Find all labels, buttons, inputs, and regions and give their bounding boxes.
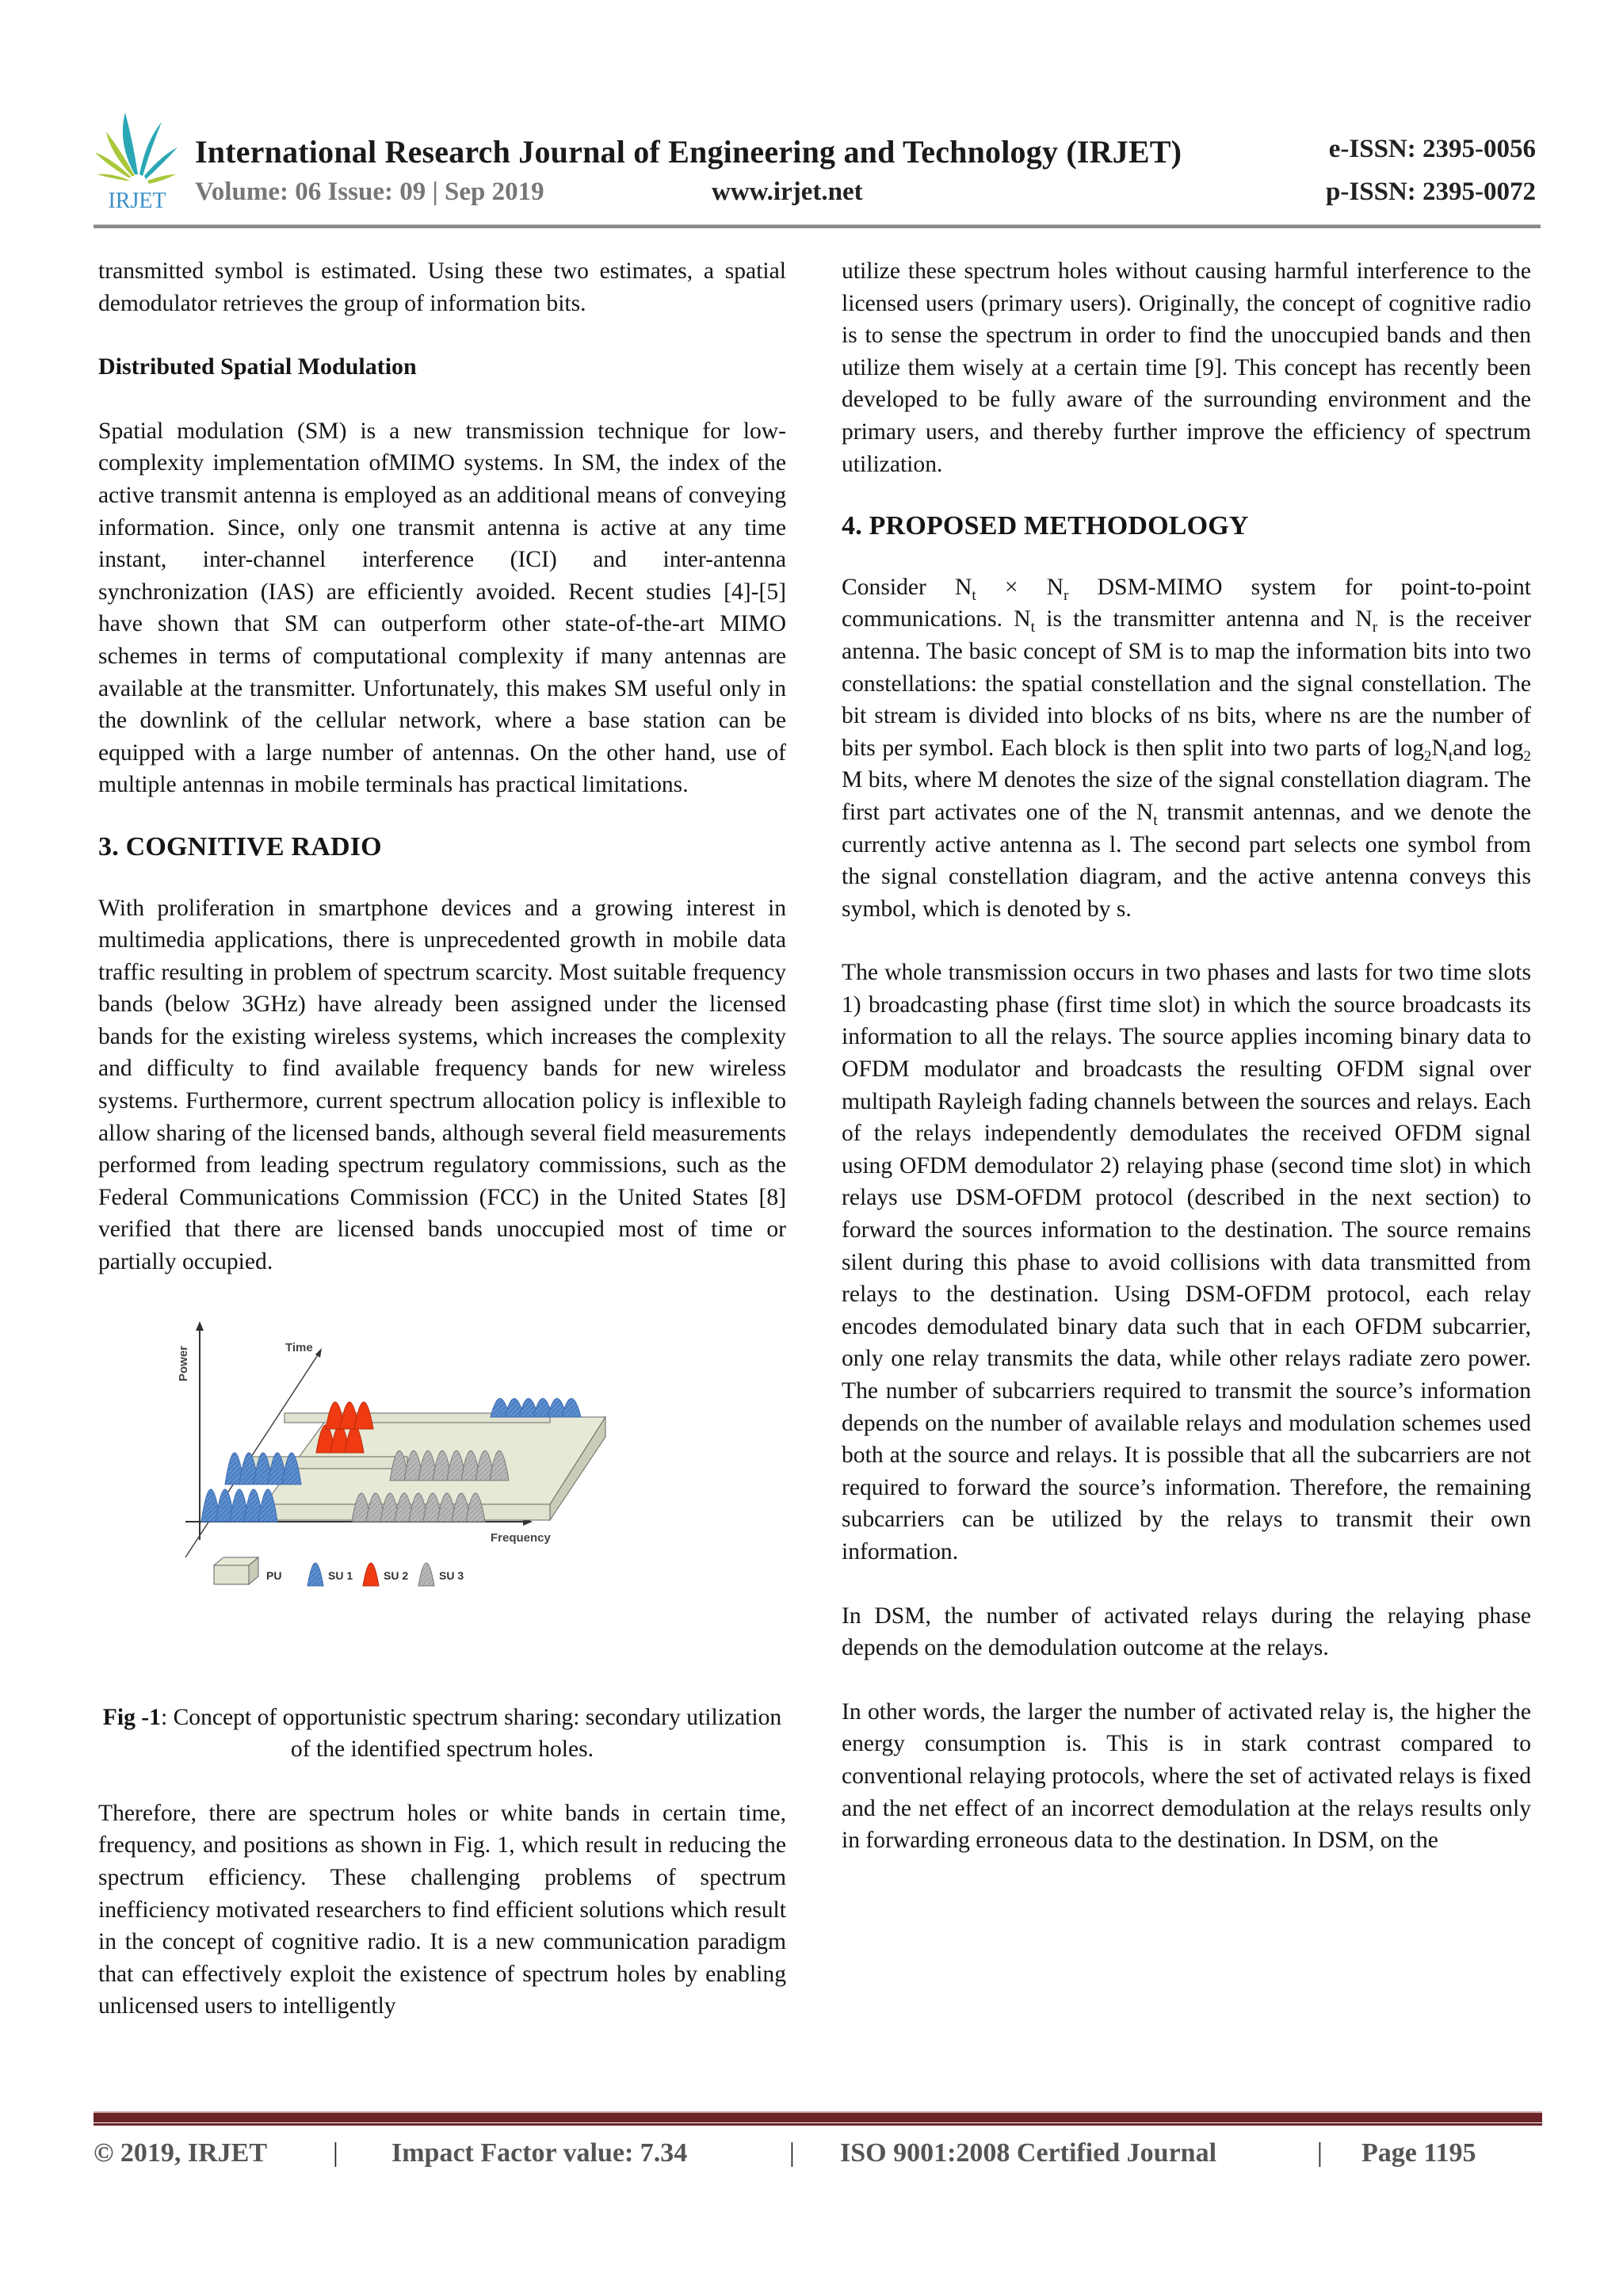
footer-separator: |	[333, 2138, 338, 2168]
page-header	[94, 111, 1536, 230]
footer-impact-factor: Impact Factor value: 7.34	[391, 2138, 688, 2168]
right-column	[842, 255, 1531, 1857]
p-issn: p-ISSN: 2395-0072	[1326, 178, 1536, 206]
journal-title: International Research Journal of Engineering and Technology (IRJET)	[195, 134, 1182, 170]
footer-copyright: © 2019, IRJET	[94, 2138, 268, 2168]
svg-text:SU 2: SU 2	[384, 1568, 409, 1582]
e-issn: e-ISSN: 2395-0056	[1328, 135, 1536, 163]
paragraph-dsm: In DSM, the number of activated relays during the relaying phase depends on the demodulation outcome at the relays.	[842, 1603, 1531, 1661]
footer-page-number: Page 1195	[1361, 2138, 1476, 2168]
paragraph-spatial-modulation: Spatial modulation (SM) is a new transmission technique for low-complexity implementation ofMIMO systems. In SM, the index of the active transmit antenna is employed as an additional means of conveying information. Since, only one transmit antenna is active at any time instant, inter-channel interference (ICI) and inter-antenna synchronization (IAS) are efficiently avoided. Recent studies [4]-[5] have shown that SM can outperform other state-of-the-art MIMO schemes in terms of computational complexity if many antennas are available at the transmitter. Unfortunately, this makes SM useful only in the downlink of the cellular network, where a base station can be equipped with a large number of antennas. On the other hand, use of multiple antennas in mobile terminals has practical limitations.	[98, 418, 786, 798]
footer-iso-certification: ISO 9001:2008 Certified Journal	[840, 2138, 1217, 2168]
paragraph-cr-continued: utilize these spectrum holes without causing harmful interference to the licensed users (primary users). Originally, the concept of cognitive radio is to sense the spectrum in order to find the unoccupied bands and then utilize them wisely at a certain time [9]. This concept has recently been developed to be fully aware of the surrounding environment and the primary users, and thereby further improve the efficiency of spectrum utilization.	[842, 258, 1531, 477]
time-axis	[185, 1348, 322, 1557]
section-heading-proposed-methodology: 4. PROPOSED METHODOLOGY	[842, 511, 1249, 541]
figure-legend	[214, 1557, 464, 1586]
footer-divider	[94, 2111, 1542, 2122]
legend-item-pu	[214, 1557, 281, 1584]
svg-text:SU 3: SU 3	[439, 1568, 464, 1582]
footer-separator: |	[1317, 2138, 1323, 2168]
paragraph-intro: transmitted symbol is estimated. Using these two estimates, a spatial demodulator retrieves the group of information bits.	[98, 258, 786, 316]
journal-website-link[interactable]: www.irjet.net	[712, 178, 863, 206]
left-column	[98, 255, 786, 2023]
footer-separator: |	[789, 2138, 795, 2168]
paragraph-cognitive-radio: With proliferation in smartphone devices and a growing interest in multimedia applications, there is unprecedented growth in mobile data traffic resulting in problem of spectrum scarcity. Most suitable frequency bands (below 3GHz) have already been assigned under the licensed bands for the existing wireless systems, which increases the complexity and difficulty to find available frequency bands for new wireless systems. Furthermore, current spectrum allocation policy is inflexible to allow sharing of the licensed bands, although several field measurements performed from leading spectrum regulatory commissions, such as the Federal Communications Commission (FCC) in the United States [8] verified that there are licensed bands unoccupied most of time or partially occupied.	[98, 895, 786, 1275]
legend-item-su3	[418, 1563, 464, 1586]
spectrum-sharing-diagram	[170, 1310, 724, 1643]
subheading-distributed-spatial-modulation: Distributed Spatial Modulation	[98, 353, 417, 380]
header-divider	[94, 224, 1541, 228]
section-heading-cognitive-radio: 3. COGNITIVE RADIO	[98, 831, 382, 861]
svg-text:PU: PU	[266, 1568, 282, 1582]
power-axis	[196, 1321, 204, 1540]
figure-caption	[98, 1702, 786, 1766]
irjet-logo-icon	[94, 111, 181, 214]
figure-spectrum-sharing	[98, 1310, 786, 1683]
figure-caption-label: Fig -1	[102, 1704, 161, 1730]
su1-signals-back	[491, 1398, 581, 1417]
axis-label-time: Time	[285, 1340, 313, 1354]
svg-text:IRJET: IRJET	[108, 189, 166, 213]
irjet-logo	[94, 111, 181, 214]
paragraph-consider: Consider $N_t \times N_r$ DSM-MIMO system for point-to-point communications. $N_t$ is the transmitter antenna and $N_r$ is the receiver antenna. The basic concept of SM is to map the information bits into two constellations: the spatial constellation and the signal constellation. The bit stream is divided into blocks of ns bits, where ns are the number of bits per symbol. Each block is then split into two parts of $\log_2N_tand$ $\log_2 M$ bits, where M denotes the size of the signal constellation diagram. The first part activates one of the $N_t$ transmit antennas, and we denote the currently active antenna as l. The second part selects one symbol from the signal constellation diagram, and the active antenna conveys this symbol, which is denoted by s.	[842, 574, 1532, 922]
axis-label-power: Power	[177, 1345, 190, 1381]
footer-divider-thin	[94, 2123, 1542, 2126]
legend-item-su1	[307, 1563, 353, 1586]
page-footer	[94, 2132, 1542, 2179]
legend-item-su2	[363, 1563, 408, 1586]
paragraph-transmission: The whole transmission occurs in two phases and lasts for two time slots 1) broadcasting phase (first time slot) in which the source broadcasts its information to all the relays. The source applies incoming binary data to OFDM modulator and broadcasts the resulting OFDM signal over multipath Rayleigh fading channels between the sources and relays. Each of the relays independently demodulates the received OFDM signal using OFDM demodulator 2) relaying phase (second time slot) in which relays use DSM-OFDM protocol (described in the next section) to forward the sources information to the destination. The source remains silent during this phase to avoid collisions with data transmitted from relays to the destination. Using DSM-OFDM protocol, each relay encodes demodulated binary data such that in each OFDM subcarrier, only one relay transmits the data, while other relays radiate zero power. The number of subcarriers required to transmit the source’s information depends on the number of available relays and modulation schemes used both at the source and relays. It is possible that all the subcarriers are not required to forward the source’s information. Therefore, the remaining subcarriers can be utilized by the relays to transmit their own information.	[842, 960, 1531, 1564]
svg-text:SU 1: SU 1	[328, 1568, 353, 1582]
paragraph-therefore: Therefore, there are spectrum holes or white bands in certain time, frequency, and positions as shown in Fig. 1, which result in reducing the spectrum efficiency. These challenging problems of spectrum inefficiency motivated researchers to find efficient solutions which result in the concept of cognitive radio. It is a new communication paradigm that can effectively exploit the existence of spectrum holes by enabling unlicensed users to intelligently	[98, 1800, 786, 2019]
volume-issue: Volume: 06 Issue: 09 | Sep 2019	[195, 178, 544, 206]
paragraph-other-words: In other words, the larger the number of activated relay is, the higher the energy consumption is. This is in stark contrast compared to conventional relaying protocols, where the set of activated relays is fixed and the net effect of an incorrect demodulation at the relays results only in forwarding erroneous data to the destination. In DSM, on the	[842, 1698, 1531, 1854]
figure-caption-text: : Concept of opportunistic spectrum sharing: secondary utilization of the identified spectrum holes.	[160, 1704, 782, 1763]
axis-label-frequency: Frequency	[491, 1530, 551, 1545]
